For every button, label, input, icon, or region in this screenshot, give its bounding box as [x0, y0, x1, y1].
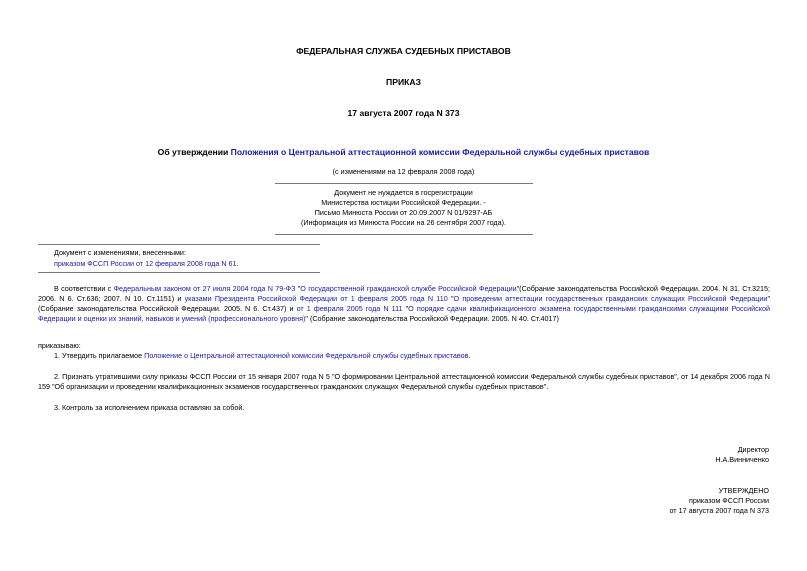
- signature-block: [715, 445, 769, 465]
- agency-name: ФЕДЕРАЛЬНАЯ СЛУЖБА СУДЕБНЫХ ПРИСТАВОВ: [296, 46, 511, 56]
- preamble-text: ": [447, 294, 454, 303]
- approval-line: приказом ФССП России: [689, 496, 769, 505]
- title-prefix: Об утверждении: [157, 147, 231, 157]
- registration-top-rule: [275, 183, 533, 184]
- order-word: приказываю:: [38, 341, 81, 350]
- registration-line: Письмо Минюста России от 20.09.2007 N 01/9297-АБ: [314, 208, 493, 217]
- preamble-text: ": [402, 304, 409, 313]
- decree-111-title-link[interactable]: О порядке сдачи квалификационного экзамена государственными гражданскими служащими Российской Федерации и оценки их знаний, навыков и умений (профессионального уровня): [38, 304, 770, 323]
- presidential-decree-link[interactable]: указами Президента Российской Федерации от 1 февраля 2005 года N 110: [184, 294, 448, 303]
- amendments-label: Документ с изменениями, внесенными:: [54, 248, 186, 257]
- item-3: 3. Контроль за исполнением приказа оставляю за собой.: [54, 403, 245, 412]
- registration-line: Министерства юстиции Российской Федерации. -: [321, 198, 486, 207]
- document-title: [0, 147, 807, 157]
- amendments-entry: [54, 259, 239, 269]
- signature-position: Директор: [737, 445, 769, 454]
- signature-name: Н.А.Винниченко: [715, 455, 769, 464]
- decree-111-link[interactable]: от 1 февраля 2005 года N 111: [296, 304, 403, 313]
- preamble-text: В соответствии с: [54, 284, 114, 293]
- federal-law-link[interactable]: Федеральным законом от 27 июля 2004 года N 79-ФЗ: [113, 284, 296, 293]
- item-1-end: .: [468, 351, 471, 360]
- item-2: 2. Признать утратившими силу приказы ФССП России от 15 января 2007 года N 5 "О формировании Центральной аттестационной комиссии Федеральной службы судебных приставов", от 14 декабря 2006 года N 159 "Об организации и проведении квалификационных экзаменов государственных гражданских служащих Федеральной службы судебных приставов".: [38, 372, 770, 391]
- approval-line: от 17 августа 2007 года N 373: [669, 506, 769, 515]
- title-link[interactable]: Положения о Центральной аттестационной комиссии Федеральной службы судебных приставов: [230, 147, 650, 157]
- registration-bottom-rule: [275, 234, 533, 235]
- preamble-text: ": [295, 284, 301, 293]
- amendments-bottom-rule: [38, 272, 320, 273]
- amendments-link[interactable]: приказом ФССП России от 12 февраля 2008 года N 61: [54, 259, 237, 268]
- approval-block: [669, 486, 769, 516]
- registration-line: (Информация из Минюста России на 26 сентября 2007 года).: [300, 218, 507, 227]
- document-type: ПРИКАЗ: [386, 77, 421, 87]
- registration-note: [0, 188, 807, 228]
- registration-line: Документ не нуждается в госрегистрации: [334, 188, 473, 197]
- preamble-text: " (Собрание законодательства Российской Федерации. 2005. N 40. Ст.4017): [305, 314, 559, 323]
- regulation-link[interactable]: Положение о Центральной аттестационной комиссии Федеральной службы судебных приставов: [144, 351, 469, 360]
- decree-title-link[interactable]: О проведении аттестации государственных гражданских служащих Российской Федерации: [453, 294, 768, 303]
- amendments-suffix: .: [236, 259, 239, 268]
- changes-note: (с изменениями на 12 февраля 2008 года): [332, 167, 475, 176]
- amendments-top-rule: [38, 244, 320, 245]
- preamble-paragraph: [38, 284, 770, 324]
- approval-line: УТВЕРЖДЕНО: [718, 486, 769, 495]
- preamble-text: "(Собрание законодательства Российской Федерации. 2004. N 31. Ст.3215; 2006. N 6. Ст.636; 2007. N 10. Ст.1151) и: [38, 284, 770, 303]
- federal-law-title-link[interactable]: О государственной гражданской службе Российской Федерации: [300, 284, 517, 293]
- item-1: [38, 351, 770, 361]
- preamble-text: " (Собрание законодательства Российской Федерации. 2005. N 6. Ст.437) и: [38, 294, 770, 313]
- item-1-text: 1. Утвердить прилагаемое: [54, 351, 145, 360]
- document-date-number: 17 августа 2007 года N 373: [347, 108, 460, 118]
